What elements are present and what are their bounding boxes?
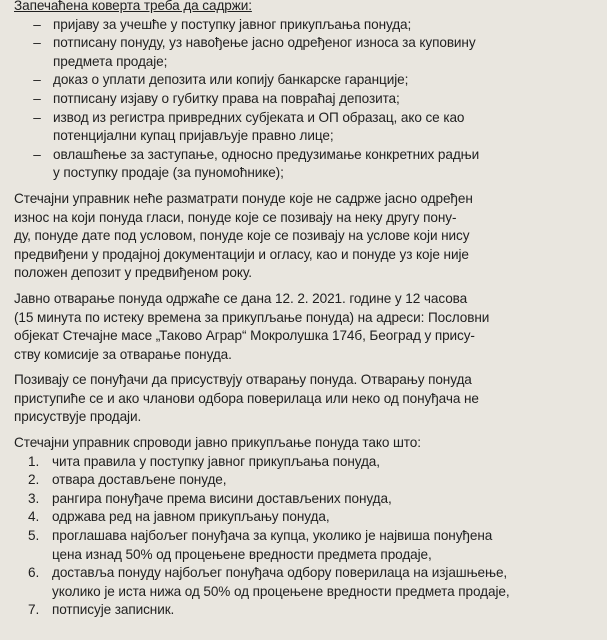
line: извод из регистра привредних субјеката и ОП образац, ако се као — [53, 109, 465, 125]
line: у поступку продаје (за пуномоћнике); — [53, 165, 284, 181]
line: доказ о уплати депозита или копију банкарске гаранције; — [53, 72, 409, 88]
step-number: 7. — [28, 602, 40, 618]
line: предмета продаје; — [53, 53, 168, 69]
line: Стечајни управник неће разматрати понуде које не садрже јасно одређен — [14, 190, 473, 206]
step-number: 4. — [28, 509, 40, 525]
line: проглашава најбољег понуђача за купца, уколико је највиша понуђена — [52, 528, 493, 544]
paragraph-invitation — [14, 371, 597, 427]
procedure-steps-list — [14, 453, 597, 620]
line: чита правила у поступку јавног прикупљања понуда, — [52, 453, 380, 469]
section-heading: Запечаћена коверта треба да садржи: — [14, 0, 252, 13]
step-number: 1. — [28, 453, 40, 469]
line: уколико је иста нижа од 50% од процењене вредности предмета продаје, — [52, 583, 510, 599]
list-item — [14, 146, 597, 183]
line: доставља понуду најбољег понуђача одбору поверилаца на изјашњење, — [52, 565, 508, 581]
paragraph-procedure — [14, 434, 597, 453]
line: пријаву за учешће у поступку јавног прикупљања понуда; — [53, 16, 412, 32]
dash-bullet-icon: – — [33, 35, 41, 51]
dash-bullet-icon: – — [33, 72, 41, 88]
paragraph-rejection — [14, 190, 597, 283]
list-item — [14, 71, 597, 90]
envelope-contents-list — [14, 16, 597, 183]
line: положен депозит у предвиђеном року. — [14, 265, 252, 281]
line: потписану понуду, уз навођење јасно одређеног износа за куповину — [53, 35, 476, 51]
line: предвиђени у продајној документацији и огласу, као и понуде уз које није — [14, 246, 469, 262]
line: потенцијални купац пријављује правно лице; — [53, 128, 334, 144]
paragraph-opening — [14, 290, 597, 364]
list-item — [14, 564, 597, 601]
list-item — [14, 490, 597, 509]
list-item — [14, 90, 597, 109]
line: Стечајни управник спроводи јавно прикупљање понуда тако што: — [14, 435, 421, 451]
line: одржава ред на јавном прикупљању понуда, — [52, 509, 330, 525]
line: Јавно отварање понуда одржаће се дана 12. 2. 2021. године у 12 часова — [14, 290, 468, 306]
list-item — [14, 16, 597, 35]
list-item — [14, 453, 597, 472]
line: износ на који понуда гласи, понуде које се позивају на неку другу пону- — [14, 209, 457, 225]
step-number: 5. — [28, 528, 40, 544]
dash-bullet-icon: – — [33, 146, 41, 162]
step-number: 6. — [28, 565, 40, 581]
step-number: 3. — [28, 490, 40, 506]
list-item — [14, 508, 597, 527]
line: Позивају се понуђачи да присуствују отварању понуда. Отварању понуда — [14, 372, 472, 388]
line: ству комисије за отварање понуда. — [14, 346, 232, 362]
list-item — [14, 527, 597, 564]
line: приступиће се и ако чланови одбора поверилаца или неко од понуђача не — [14, 390, 479, 406]
line: присуствује продаји. — [14, 409, 142, 425]
line: отвара достављене понуде, — [52, 472, 227, 488]
dash-bullet-icon: – — [33, 109, 41, 125]
line: (15 минута по истеку времена за прикупљање понуда) на адреси: Пословни — [14, 309, 490, 325]
dash-bullet-icon: – — [33, 90, 41, 106]
line: објекат Стечајне масе „Таково Аграр“ Мокролушка 174б, Београд у прису- — [14, 328, 475, 344]
line: овлашћење за заступање, односно предузимање конкретних радњи — [53, 146, 480, 162]
line: рангира понуђаче према висини достављених понуда, — [52, 490, 392, 506]
list-item — [14, 109, 597, 146]
list-item — [14, 471, 597, 490]
line: ду, понуде дате под условом, понуде које се позивају на услове који нису — [14, 228, 470, 244]
step-number: 2. — [28, 472, 40, 488]
line: цена изнад 50% од процењене вредности предмета продаје, — [52, 546, 432, 562]
line: потписану изјаву о губитку права на повраћај депозита; — [53, 90, 400, 106]
list-item — [14, 601, 597, 620]
line: потписује записник. — [52, 602, 175, 618]
dash-bullet-icon: – — [33, 16, 41, 32]
list-item — [14, 34, 597, 71]
